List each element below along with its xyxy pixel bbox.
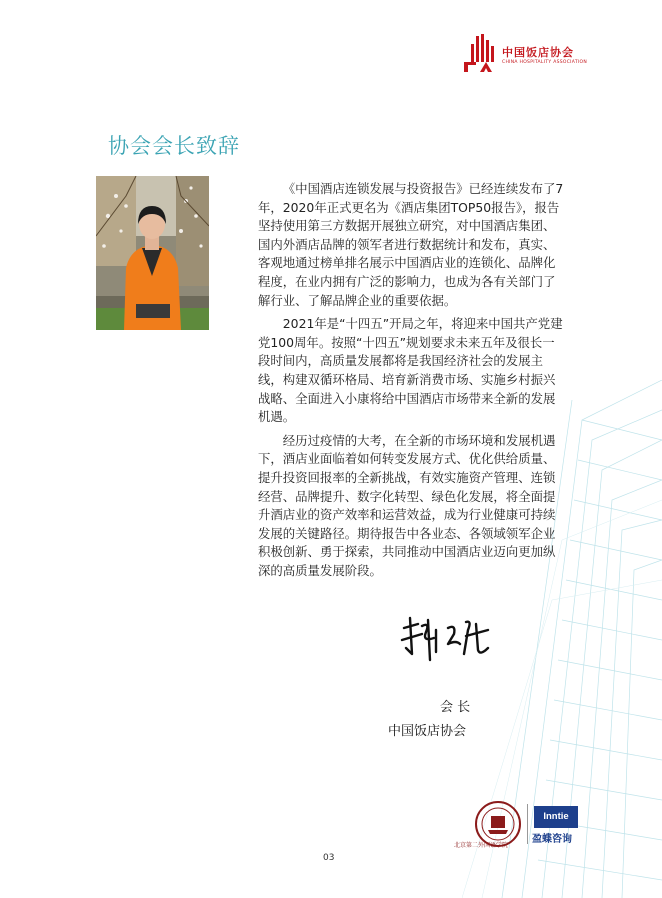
inntie-logo: Inntie: [534, 806, 578, 828]
university-name: 北京第二外国语学院: [454, 842, 509, 849]
handwritten-signature: [396, 614, 496, 666]
inntie-name: 盈蝶咨询: [532, 834, 572, 845]
association-name-english: CHINA HOSPITALITY ASSOCIATION: [502, 60, 588, 65]
logo-divider: [527, 804, 528, 844]
association-name: 中国饭店协会: [502, 46, 574, 59]
signatory-title: 会 长: [440, 700, 471, 715]
hotel-building-logo-icon: [462, 32, 498, 72]
paragraph-2: 2021年是“十四五”开局之年，将迎来中国共产党建党100周年。按照“十四五”规划要求未来五年及很长一段时间内，高质量发展都将是我国经济社会的发展主线，构建双循环格局、培育新消费市场、实施乡村振兴战略、全面进入小康将给中国酒店市场带来全新的发展机遇。: [258, 316, 563, 425]
speech-body: [258, 180, 566, 580]
page-number: 03: [323, 853, 335, 863]
paragraph-3: 经历过疫情的大考，在全新的市场环境和发展机遇下，酒店业面临着如何转变发展方式、优化供给质量、提升投资回报率的全新挑战，有效实施资产管理、连锁经营、品牌提升、数字化转型、绿色化发展，将全面提升酒店业的资产效率和运营效益，成为行业健康可持续发展的关键路径。期待报告中各业态、各领域领军企业积极创新、勇于探索，共同推动中国酒店业迈向更加纵深的高质量发展阶段。: [258, 432, 556, 578]
association-logo: [462, 32, 662, 74]
president-portrait-photo: [96, 176, 209, 330]
paragraph-1: 《中国酒店连锁发展与投资报告》已经连续发布了7年，2020年正式更名为《酒店集团TOP50报告》，报告坚持使用第三方数据开展独立研究，对中国酒店集团、国内外酒店品牌的领军者进行数据统计和发布，真实、客观地通过榜单排名展示中国酒店业的连锁化、品牌化程度，在业内拥有广泛的影响力，也成为各有关部门了解行业、了解品牌企业的重要依据。: [258, 181, 564, 308]
page-title: 协会会长致辞: [108, 134, 240, 158]
signatory-organization: 中国饭店协会: [388, 724, 467, 739]
